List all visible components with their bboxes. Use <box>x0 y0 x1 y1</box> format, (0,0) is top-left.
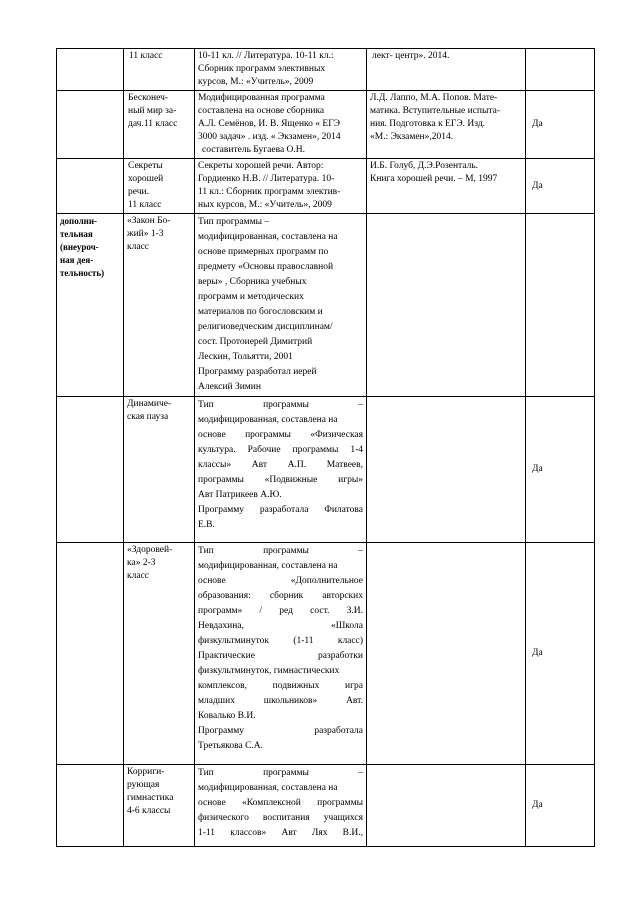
program-line: Практические разработки <box>198 651 363 661</box>
program-line: Невдахина, «Школа <box>198 621 363 631</box>
subject-line: дач.11 класс <box>128 119 178 129</box>
subject-line: «Закон Бо- <box>127 216 171 226</box>
status-cell <box>526 91 595 159</box>
program-line: предмету «Основы православной <box>198 262 334 272</box>
status-cell <box>526 765 595 847</box>
category-cell <box>57 91 124 159</box>
subject-line: класс <box>127 242 150 252</box>
subject-line: речи. <box>128 187 149 197</box>
subject-line: жий» 1-3 <box>127 229 164 239</box>
subject-line: 4-6 классы <box>127 806 171 816</box>
program-line: ных курсов, М.: «Учитель», 2009 <box>198 200 332 210</box>
program-cell <box>195 765 367 847</box>
program-line: программ и методических <box>198 292 304 302</box>
program-cell <box>195 91 367 159</box>
status-mark: Да <box>532 119 543 129</box>
program-cell <box>195 159 367 214</box>
program-line: культура. Рабочие программы 1-4 <box>198 445 363 455</box>
status-cell <box>526 543 595 765</box>
status-cell <box>526 214 595 397</box>
textbook-cell <box>367 397 526 543</box>
curriculum-table <box>56 48 595 847</box>
program-line: модифицированная, составлена на <box>198 415 338 425</box>
program-line: физкультминуток (1-11 класс) <box>198 636 363 646</box>
program-line: составлена на основе сборника <box>198 106 325 116</box>
status-mark: Да <box>532 464 543 474</box>
program-line: курсов, М.: «Учитель», 2009 <box>198 77 314 87</box>
textbook-cell <box>367 159 526 214</box>
category-line: ная дея- <box>60 255 94 265</box>
program-line: основе программы «Физическая <box>198 430 363 440</box>
program-line: Лескин, Тольятти, 2001 <box>198 352 293 362</box>
status-cell <box>526 49 595 91</box>
subject-cell <box>124 765 195 847</box>
subject-line: гимнастика <box>127 793 174 803</box>
textbook-line: лект- центр». 2014. <box>372 51 450 61</box>
subject-cell <box>124 543 195 765</box>
program-line: Гордиенко Н.В. // Литература. 10- <box>198 174 335 184</box>
program-line: Тип программы – <box>198 400 363 410</box>
table-row <box>57 91 595 159</box>
table-row <box>57 214 595 397</box>
program-cell <box>195 49 367 91</box>
subject-line: 11 класс <box>129 51 163 61</box>
program-line: Сборник программ элективных <box>198 64 326 74</box>
subject-cell <box>124 159 195 214</box>
program-line: материалов по богословским и <box>198 307 323 317</box>
textbook-line: «М.: Экзамен»,2014. <box>370 132 454 142</box>
subject-line: 11 класс <box>128 200 162 210</box>
textbook-line: матика. Вступительные испыта- <box>370 106 501 116</box>
subject-cell <box>124 214 195 397</box>
program-line: Ковалько В.И. <box>198 711 256 721</box>
textbook-cell <box>367 49 526 91</box>
textbook-line: И.Б. Голуб, Д.Э.Розенталь. <box>370 161 479 171</box>
subject-line: класс <box>127 571 150 581</box>
program-line: 10-11 кл. // Литература. 10-11 кл.: <box>198 51 334 61</box>
subject-cell <box>124 49 195 91</box>
program-line: модифицированная, составлена на <box>198 783 338 793</box>
table-row <box>57 397 595 543</box>
textbook-cell <box>367 91 526 159</box>
status-mark: Да <box>532 648 543 658</box>
program-line: Тип программы – <box>198 217 270 227</box>
program-line: программ» / ред сост. З.И. <box>198 606 363 616</box>
table-row <box>57 49 595 91</box>
textbook-cell <box>367 765 526 847</box>
program-line: А.Л. Семёнов, И. В. Ященко « ЕГЭ <box>198 119 340 129</box>
program-line: основе «Комплексной программы <box>198 798 363 808</box>
textbook-cell <box>367 543 526 765</box>
program-line: религиоведческим дисциплинам/ <box>198 322 333 332</box>
status-cell <box>526 159 595 214</box>
category-cell <box>57 397 124 543</box>
category-line: (внеуроч- <box>60 242 99 252</box>
program-line: образования: сборник авторских <box>198 591 363 601</box>
textbook-cell <box>367 214 526 397</box>
category-cell <box>57 49 124 91</box>
program-line: Третьякова С.А. <box>198 741 264 751</box>
subject-cell <box>124 397 195 543</box>
subject-line: «Здоровей- <box>127 545 173 555</box>
subject-line: рующая <box>127 780 160 790</box>
program-line: основе примерных программ по <box>198 247 329 257</box>
subject-line: ская пауза <box>127 412 169 422</box>
program-line: составитель Бугаева О.Н. <box>202 145 306 155</box>
program-cell <box>195 397 367 543</box>
program-line: Программу разработала Филатова <box>198 505 363 515</box>
category-line: дополни- <box>60 216 98 226</box>
program-line: модифицированная, составлена на <box>198 232 338 242</box>
program-line: веры» , Сборника учебных <box>198 277 307 287</box>
status-mark: Да <box>532 180 543 191</box>
program-line: комплексов, подвижных игра <box>198 681 363 691</box>
program-line: 3000 задач» . изд. « Экзамен», 2014 <box>198 132 341 142</box>
program-line: Е.В. <box>198 520 215 530</box>
program-line: 1-11 классов» Авт Лях В.И., <box>198 828 363 838</box>
category-line: тельная <box>60 229 93 239</box>
subject-line: ный мир за- <box>128 106 177 116</box>
subject-cell <box>124 91 195 159</box>
program-line: физического воспитания учащихся <box>198 813 363 823</box>
program-line: Программу разработал иерей <box>198 367 317 377</box>
textbook-line: Л.Д. Лаппо, М.А. Попов. Мате- <box>370 93 498 103</box>
program-line: 11 кл.: Сборник программ электив- <box>198 187 341 197</box>
category-line: тельность) <box>60 268 105 278</box>
subject-line: ка» 2-3 <box>127 558 156 568</box>
subject-line: Секреты <box>128 161 163 171</box>
program-cell <box>195 214 367 397</box>
status-mark: Да <box>532 800 543 810</box>
program-cell <box>195 543 367 765</box>
table-row <box>57 765 595 847</box>
subject-line: Корриги- <box>127 767 165 777</box>
category-cell <box>57 543 124 765</box>
program-line: физкультминуток, гимнастических <box>198 666 340 676</box>
program-line: Секреты хорошей речи. Автор: <box>198 161 324 171</box>
category-cell <box>57 159 124 214</box>
subject-line: Динамиче- <box>127 399 172 409</box>
textbook-line: Книга хорошей речи. – М, 1997 <box>370 174 498 184</box>
subject-line: Бесконеч- <box>128 93 169 103</box>
table-row <box>57 159 595 214</box>
program-line: Авт Патрикеев А.Ю. <box>198 490 282 500</box>
program-line: Программу разработала <box>198 726 363 736</box>
program-line: программы «Подвижные игры» <box>198 475 363 485</box>
program-line: сост. Протоиерей Димитрий <box>198 337 313 347</box>
program-line: Алексий Зимин <box>198 382 261 392</box>
textbook-line: ния. Подготовка к ЕГЭ. Изд. <box>370 119 486 129</box>
program-line: Тип программы – <box>198 768 363 778</box>
program-line: Модифицированная программа <box>198 93 325 103</box>
status-cell <box>526 397 595 543</box>
category-cell <box>57 214 124 397</box>
category-cell <box>57 765 124 847</box>
program-line: младших школьников» Авт. <box>198 696 363 706</box>
program-line: модифицированная, составлена на <box>198 561 338 571</box>
program-line: Тип программы – <box>198 546 363 556</box>
table-row <box>57 543 595 765</box>
subject-line: хорошей <box>128 174 164 184</box>
program-line: основе «Дополнительное <box>198 576 363 586</box>
program-line: классы» Авт А.П. Матвеев, <box>198 460 363 470</box>
